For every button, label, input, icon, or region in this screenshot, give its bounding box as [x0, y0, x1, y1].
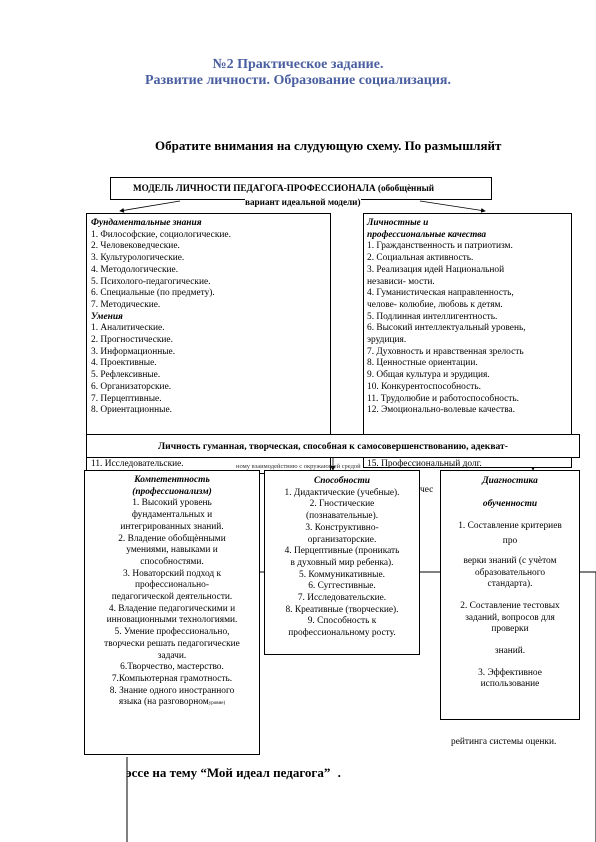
list-item: заданий, вопросов для [465, 612, 555, 623]
diagnostics-header: обученности [482, 498, 538, 509]
list-item: умениями, навыками и [126, 545, 218, 556]
list-item: 7. Методические. [91, 299, 161, 310]
personality-summary-band [86, 434, 580, 458]
list-item: 4. Методологические. [91, 264, 179, 275]
list-item: 12. Эмоционально-волевые качества. [367, 405, 516, 416]
diagnostics-list [441, 476, 579, 691]
list-item: 9. Способность к [307, 616, 377, 627]
list-item: 5. Подлинная интеллигентность. [367, 311, 498, 322]
list-item: 2. Социальная активность. [367, 253, 474, 264]
abilities-list [265, 476, 419, 640]
assignment-topic-title: Развитие личности. Образование социализация. [144, 73, 451, 88]
competence-box [84, 470, 260, 755]
list-item: 8. Креативные (творческие). [285, 604, 399, 615]
list-item: проверки [491, 624, 529, 635]
list-item: инновационными технологиями. [106, 615, 238, 626]
list-item: 6. Высокий интеллектуальный уровень, [367, 323, 526, 334]
list-item: 1. Дидактические (учебные). [284, 487, 400, 498]
personality-summary-text: Личность гуманная, творческая, способная к самосовершенствованию, адекват- [158, 441, 508, 452]
list-item: 6. Организаторские. [91, 381, 172, 392]
fundamental-list [91, 218, 231, 417]
personal-header: Личностные и [367, 218, 429, 228]
assignment-number-title: №2 Практическое задание. [212, 57, 384, 72]
essay-prompt [126, 765, 341, 781]
list-item: в духовный мир ребенка). [290, 557, 394, 568]
diagnostics-tail: рейтинга системы оценки. [451, 737, 557, 747]
list-item: задачи. [157, 650, 187, 661]
list-item: 7. Духовность и нравственная зрелость [367, 346, 524, 357]
list-item: 5. Рефлексивные. [91, 370, 161, 381]
competence-list [85, 475, 259, 710]
list-item-text: языка (на разговорном [118, 697, 209, 708]
list-item: 2. Составление тестовых [460, 600, 560, 611]
competence-header: Компетентность [134, 475, 210, 485]
personal-qualities-box [363, 213, 572, 468]
diagnostics-header: Диагностика [482, 476, 538, 486]
band-continuation-text: ному взаимодействию с окружающей средой [236, 463, 361, 470]
list-item: 2. Владение обобщѐнными [118, 533, 226, 544]
list-item: 3. Реализация идей Национальной [367, 264, 505, 275]
list-item: творчески решать педагогические [104, 638, 240, 649]
list-item: 1. Составление критериев [458, 521, 562, 532]
personal-list [367, 218, 526, 417]
list-item: 8. Ценностные ориентации. [367, 358, 478, 369]
list-item: (познавательные). [305, 511, 379, 522]
list-item: 4. Перцептивные (проникать [284, 546, 400, 557]
list-item: 7.Компьютерная грамотность. [111, 673, 233, 684]
list-item: 8. Знание одного иностранного [109, 685, 235, 696]
list-item [85, 697, 259, 710]
list-item: 7. Перцептивные. [91, 393, 162, 404]
instruction-text: Обратите внимания на слудующую схему. По размышляйт [155, 138, 502, 153]
list-item: про [502, 536, 518, 547]
model-title: МОДЕЛЬ ЛИЧНОСТИ ПЕДАГОГА-ПРОФЕССИОНАЛА (обобщѐнный [133, 183, 435, 193]
abilities-header: Способности [313, 476, 370, 486]
list-item: 4. Владение педагогическими и [108, 603, 236, 614]
list-item: 6. Суггестивные. [308, 581, 376, 592]
list-item: 8. Ориентационные. [91, 405, 172, 416]
list-item: 2. Гностические [309, 499, 375, 510]
list-item: челове- колюбие, любовь к детям. [367, 299, 503, 310]
list-item: 1. Гражданственность и патриотизм. [367, 241, 513, 252]
list-item: 9. Общая культура и эрудиция. [367, 370, 490, 381]
list-item: педагогической деятельности. [111, 592, 233, 603]
skills-header: Умения [91, 311, 123, 322]
list-item: использование [480, 679, 540, 690]
fundamental-header: Фундаментальные знания [91, 218, 202, 228]
list-item: 3. Информационные. [91, 346, 176, 357]
list-item: 4. Проективные. [91, 358, 157, 369]
list-item: 7. Исследовательские. [297, 593, 387, 604]
competence-header: (профессионализм) [132, 486, 212, 497]
list-item: образовательного [474, 567, 546, 578]
diagnostics-box [440, 470, 580, 720]
list-item-note: уровне) [208, 701, 226, 707]
list-item: 10. Конкурентоспособность. [367, 381, 481, 392]
band-continuation-right: чес [420, 485, 434, 495]
list-item: 3. Культурологические. [91, 253, 185, 264]
list-item: эрудиция. [367, 335, 407, 346]
list-item: независи- мости. [367, 276, 435, 287]
list-item: 1. Аналитические. [91, 323, 165, 334]
list-item: стандарта). [487, 579, 533, 590]
list-item: 5. Умение профессионально, [114, 627, 230, 638]
list-item: организаторские. [307, 534, 377, 545]
list-item: способностями. [140, 556, 204, 567]
list-item: 3. Эффективное [478, 667, 542, 678]
list-item: фундаментальных и [131, 510, 213, 521]
list-item: профессиональному росту. [288, 628, 396, 639]
list-item: 11. Исследовательские. [91, 459, 184, 469]
list-item: 1. Высокий уровень [132, 498, 212, 509]
list-item: 4. Гуманистическая направленность, [367, 288, 514, 299]
list-item: знаний. [494, 646, 526, 657]
personal-header: профессиональные качества [367, 229, 487, 240]
list-item: 5. Коммуникативные. [299, 569, 385, 580]
list-item: 15. Профессиональный долг. [367, 459, 482, 469]
list-item: профессионально- [135, 580, 209, 591]
list-item: 6. Специальные (по предмету). [91, 288, 215, 299]
list-item: верки знаний (с учѐтом [463, 555, 557, 566]
list-item: 5. Психолого-педагогические. [91, 276, 211, 287]
list-item: интегрированных знаний. [120, 521, 224, 532]
list-item: 11. Трудолюбие и работоспособность. [367, 393, 520, 404]
model-subtitle: вариант идеальной модели) [245, 197, 361, 207]
essay-topic: эссе на тему “Мой идеал педагога” [126, 765, 331, 780]
list-item: 1. Философские, социологические. [91, 229, 231, 240]
abilities-box [264, 470, 420, 655]
list-item: 2. Прогностические. [91, 335, 173, 346]
list-item: 3. Конструктивно- [305, 522, 379, 533]
list-item: 6.Творчество, мастерство. [120, 662, 224, 673]
list-item: 2. Человековедческие. [91, 241, 180, 252]
essay-dot: . [337, 765, 341, 780]
list-item: 3. Новаторский подход к [122, 568, 222, 579]
